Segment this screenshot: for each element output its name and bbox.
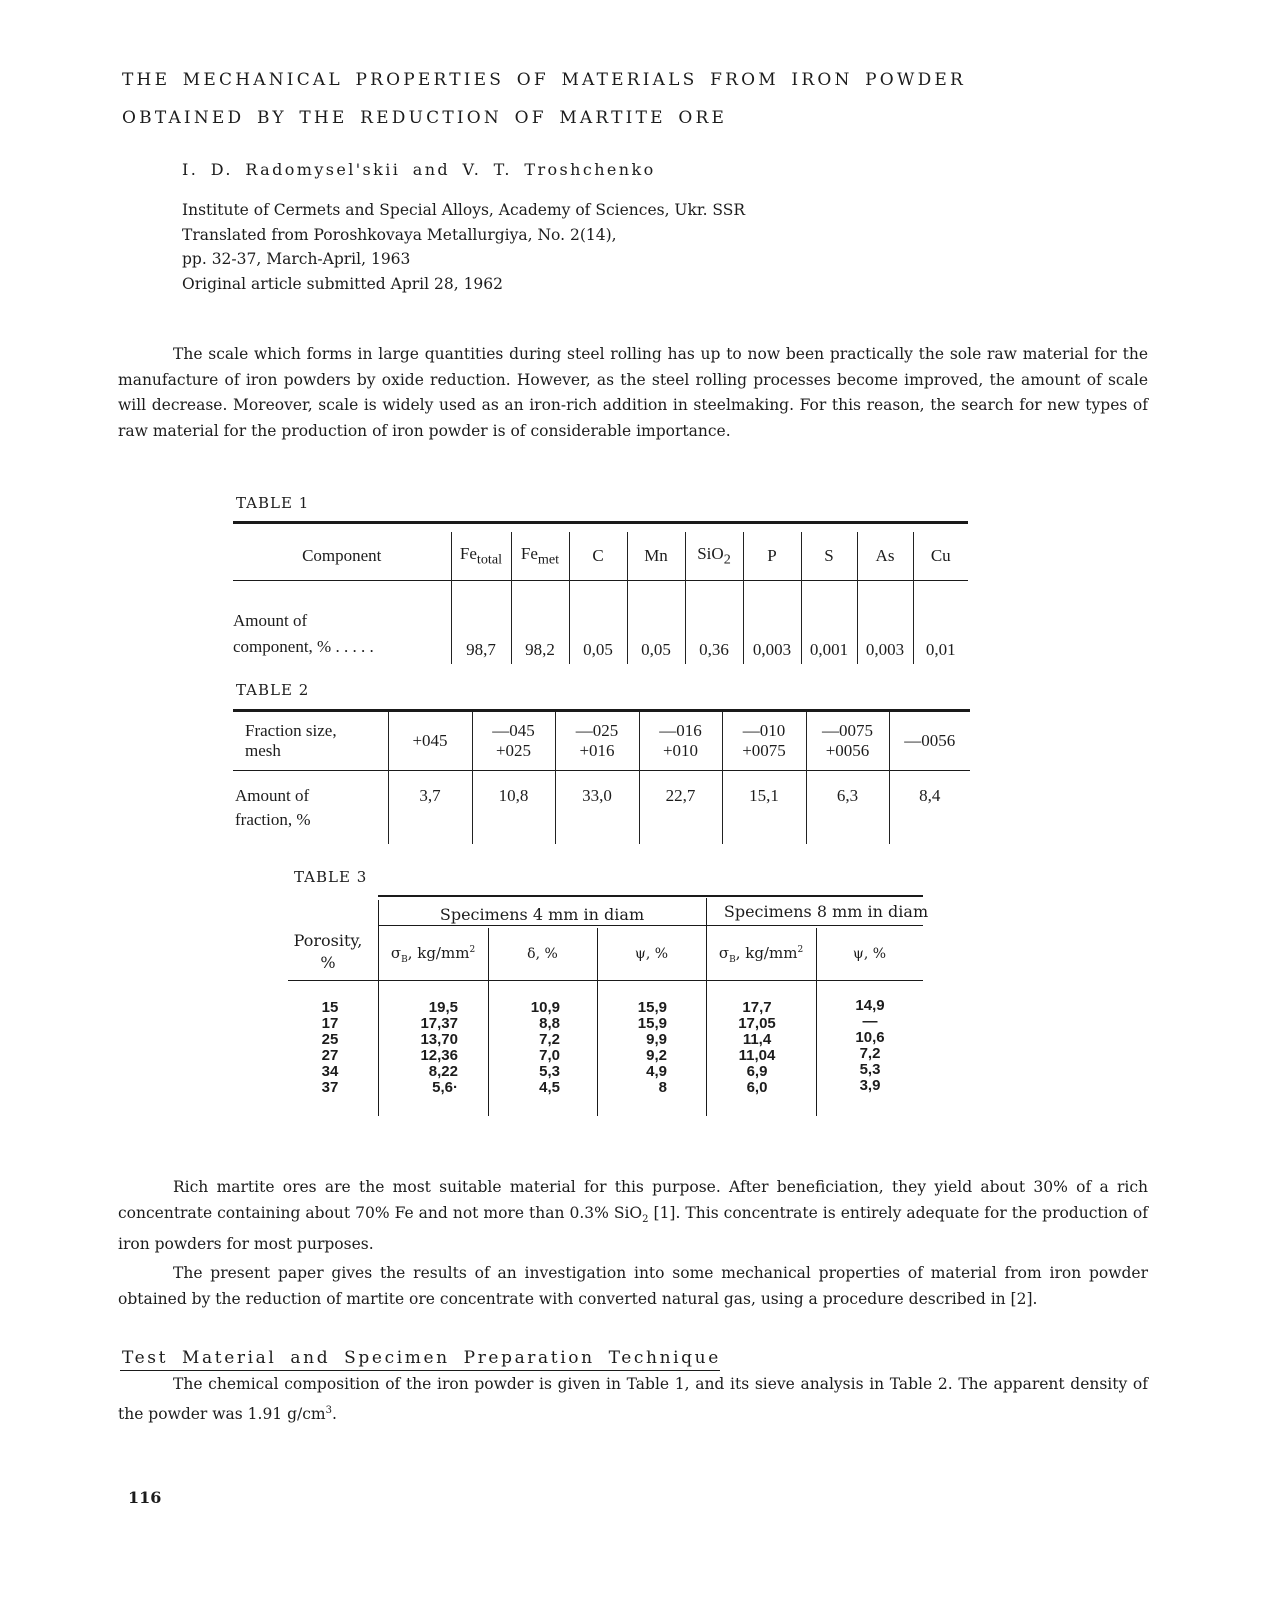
table3-psi-8mm-values: 14,9 — 10,6 7,2 5,3 3,9 xyxy=(855,997,885,1094)
table1-s: S xyxy=(801,532,857,580)
paragraph-3-text: The present paper gives the results of an investigation into some mechanical properties of material from iron powder obtained by the reduction of martite ore concentrate with converted natural gas, using a procedure described in [2]. xyxy=(118,1264,1148,1308)
table2-amount-label: Amount of fraction, % xyxy=(235,786,311,829)
table2-fraction: —010 +0075 xyxy=(722,712,806,770)
paragraph-3 xyxy=(118,1261,1148,1312)
table1-mn: Mn xyxy=(627,532,685,580)
intro-paragraph xyxy=(118,342,1148,444)
table1-value-row xyxy=(233,580,968,664)
institution-line: Institute of Cermets and Special Alloys, Academy of Sciences, Ukr. SSR xyxy=(182,201,746,219)
table1-value: 98,2 xyxy=(511,580,569,664)
table1-header-row xyxy=(233,532,968,580)
table3-porosity-values: 15 17 25 27 34 37 xyxy=(321,999,339,1096)
table3-sigma-4mm-values: 19,5 17,37 13,70 12,36 8,22 5,6· xyxy=(420,999,458,1096)
paragraph-2 xyxy=(118,1175,1148,1258)
table2-label: TABLE 2 xyxy=(236,681,310,699)
table3-porosity-header: Porosity, % xyxy=(293,931,363,972)
table3-group-8mm: Specimens 8 mm in diam xyxy=(723,902,929,921)
paragraph-4 xyxy=(118,1372,1148,1427)
table1-fe-total: $Fe_{total}$ xyxy=(451,532,511,580)
table1-cu: Cu xyxy=(913,532,968,580)
table2-fraction: —0056 xyxy=(889,712,970,770)
intro-text: The scale which forms in large quantities during steel rolling has up to now been practically the sole raw material for the manufacture of iron powders by oxide reduction. However, as the steel rolling processes become improved, the amount of scale will decrease. Moreover, scale is widely used as an iron-rich addition in steelmaking. For this reason, the search for new types of raw material for the production of iron powder is of considerable importance. xyxy=(118,345,1148,440)
table1-p: P xyxy=(743,532,801,580)
title-line-2: OBTAINED BY THE REDUCTION OF MARTITE ORE xyxy=(122,108,728,128)
table2-fraction: —045 +025 xyxy=(472,712,555,770)
table1-as: As xyxy=(857,532,913,580)
table2-value: 22,7 xyxy=(639,770,722,844)
table1-c: C xyxy=(569,532,627,580)
table2-value: 10,8 xyxy=(472,770,555,844)
table1-value: 0,003 xyxy=(857,580,913,664)
pages-line: pp. 32-37, March-April, 1963 xyxy=(182,250,411,268)
table3-psi-4mm-header: ψ, % xyxy=(634,946,669,962)
table1-value: 0,003 xyxy=(743,580,801,664)
institution-block xyxy=(182,198,745,296)
table2-value: 8,4 xyxy=(889,770,970,844)
section-heading: Test Material and Specimen Preparation Technique xyxy=(122,1348,721,1368)
table3-label: TABLE 3 xyxy=(294,868,368,886)
table2-value: 15,1 xyxy=(722,770,806,844)
translation-line: Translated from Poroshkovaya Metallurgiya, No. 2(14), xyxy=(182,225,617,244)
table1-sio2: SiO$_2$ xyxy=(685,532,743,580)
table1-value: 0,05 xyxy=(627,580,685,664)
table2-fraction: +045 xyxy=(388,712,472,770)
table2-value: 6,3 xyxy=(806,770,889,844)
table1-amount-label: Amount of component, % . . . . . xyxy=(233,611,374,656)
table3-psi-4mm-values: 15,9 15,9 9,9 9,2 4,9 8 xyxy=(637,999,667,1096)
table1-value: 0,001 xyxy=(801,580,857,664)
table2-fraction: —016 +010 xyxy=(639,712,722,770)
table3-psi-8mm-header: ψ, % xyxy=(852,946,887,962)
table1-value: 0,05 xyxy=(569,580,627,664)
table2-value-row xyxy=(233,770,970,844)
table1-label: TABLE 1 xyxy=(236,494,310,512)
table3-sigma-8mm-values: 17,7 17,05 11,4 11,04 6,9 6,0 xyxy=(738,999,776,1096)
table1 xyxy=(233,532,968,664)
table3-sigma-4mm-header: $\sigma_B$, $kg/mm^2$ xyxy=(390,944,476,965)
table2-fraction: —025 +016 xyxy=(555,712,639,770)
table2-header-row xyxy=(233,712,970,770)
page-number: 116 xyxy=(128,1488,162,1507)
table2-value: 3,7 xyxy=(388,770,472,844)
table3-group-4mm: Specimens 4 mm in diam xyxy=(439,905,645,924)
table1-value: 0,36 xyxy=(685,580,743,664)
table1-fe-met: $Fe_{met}$ xyxy=(511,532,569,580)
table2 xyxy=(233,712,970,844)
table3-delta-header: δ, % xyxy=(527,946,558,962)
paragraph-2-text: Rich martite ores are the most suitable material for this purpose. After beneficiation, they yield about 30% of a rich concentrate containing about 70% Fe and not more than 0.3% SiO$_2$ [1]. This concentrate is entirely adequate for the production of iron powders for most purposes. xyxy=(118,1178,1148,1254)
table1-component-label: Component xyxy=(302,546,382,565)
table3-sigma-8mm-header: $\sigma_B$, $kg/mm^2$ xyxy=(718,944,804,965)
table2-value: 33,0 xyxy=(555,770,639,844)
table2-fraction-label: Fraction size, mesh xyxy=(245,721,337,760)
title-line-1: THE MECHANICAL PROPERTIES OF MATERIALS FROM IRON POWDER xyxy=(122,70,967,90)
table3-delta-values: 10,9 8,8 7,2 7,0 5,3 4,5 xyxy=(530,999,560,1096)
table2-fraction: —0075 +0056 xyxy=(806,712,889,770)
paragraph-4-text: The chemical composition of the iron powder is given in Table 1, and its sieve analysis in Table 2. The apparent density of the powder was 1.91 $g/cm^3$. xyxy=(118,1375,1148,1423)
table1-value: 0,01 xyxy=(913,580,968,664)
authors: I. D. Radomysel'skii and V. T. Troshchenko xyxy=(182,160,656,179)
submitted-line: Original article submitted April 28, 1962 xyxy=(182,274,504,293)
table1-value: 98,7 xyxy=(451,580,511,664)
